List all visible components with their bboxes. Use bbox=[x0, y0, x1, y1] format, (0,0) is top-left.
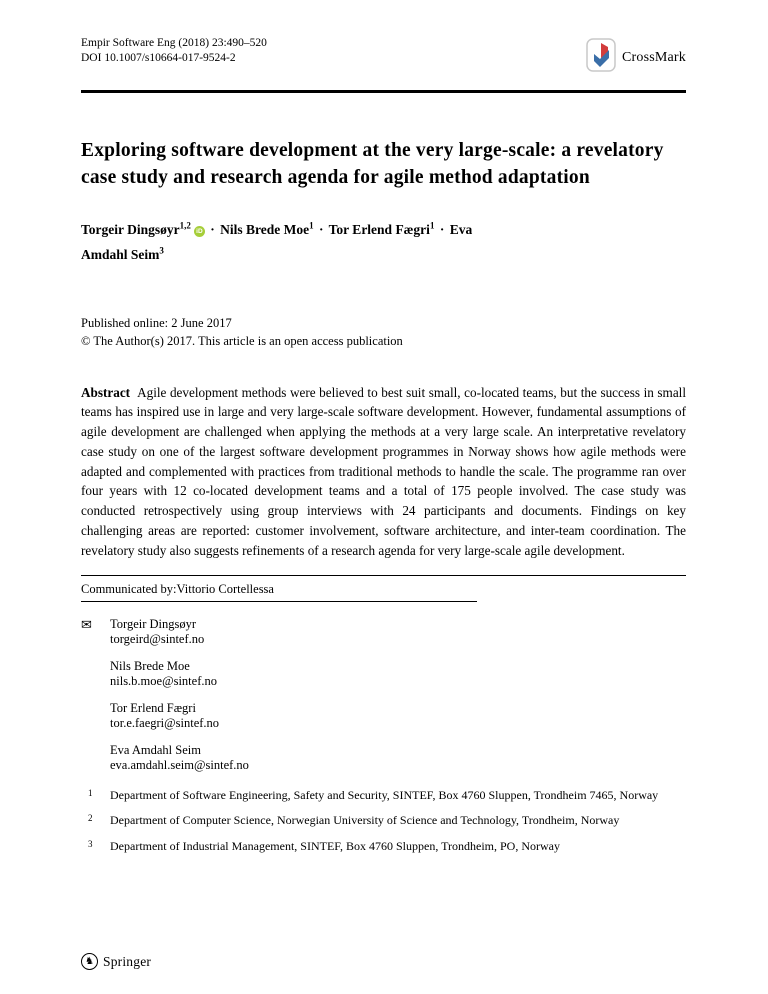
correspondence-entry bbox=[81, 701, 686, 732]
affiliation-text: Department of Software Engineering, Safety and Security, SINTEF, Box 4760 Sluppen, Trondheim 7465, Norway bbox=[110, 787, 659, 802]
published-online: Published online: 2 June 2017 bbox=[81, 315, 232, 330]
affiliation bbox=[81, 839, 686, 855]
crossmark-badge[interactable] bbox=[586, 38, 686, 77]
author-1-affiliation: 1,2 bbox=[179, 220, 191, 231]
doi: DOI 10.1007/s10664-017-9524-2 bbox=[81, 52, 236, 64]
author-separator: · bbox=[319, 222, 324, 237]
author-3: Tor Erlend Fægri$^1$ bbox=[328, 220, 435, 237]
author-3-affiliation: 1 bbox=[429, 220, 435, 231]
journal-meta bbox=[81, 36, 267, 66]
correspondence-name: Torgeir Dingsøyr bbox=[110, 616, 197, 631]
journal-citation: Empir Software Eng (2018) 23:490–520 bbox=[81, 37, 267, 49]
author-4-affiliation: 3 bbox=[159, 245, 164, 255]
page-header bbox=[81, 36, 686, 77]
envelope-icon: ✉ bbox=[81, 616, 92, 632]
affiliation bbox=[81, 788, 686, 804]
affiliation-number: 2 bbox=[88, 813, 93, 824]
publisher-logo bbox=[81, 953, 151, 970]
correspondence-block bbox=[81, 617, 686, 774]
correspondence-entry bbox=[81, 743, 686, 774]
correspondence-name: Tor Erlend Fægri bbox=[110, 700, 196, 715]
abstract-label: Abstract bbox=[81, 384, 131, 400]
communicated-by-rule bbox=[81, 601, 477, 602]
abstract bbox=[81, 383, 686, 561]
correspondence-email[interactable]: eva.amdahl.seim@sintef.no bbox=[110, 758, 249, 773]
correspondence-entry bbox=[81, 617, 686, 648]
correspondence-entry bbox=[81, 659, 686, 690]
affiliation-number: 1 bbox=[88, 787, 93, 798]
author-separator: · bbox=[439, 222, 445, 237]
affiliation-number: 3 bbox=[88, 838, 93, 849]
communicated-by bbox=[81, 575, 686, 602]
springer-horse-icon: ♞ bbox=[81, 953, 98, 970]
correspondence-email[interactable]: nils.b.moe@sintef.no bbox=[110, 674, 217, 689]
crossmark-label: CrossMark bbox=[621, 49, 686, 65]
affiliations-block bbox=[81, 788, 686, 855]
copyright-line: © The Author(s) 2017. This article is an open access publication bbox=[81, 333, 403, 348]
affiliation-text: Department of Industrial Management, SINTEF, Box 4760 Sluppen, Trondheim, PO, Norway bbox=[110, 838, 560, 853]
correspondence-email[interactable]: torgeird@sintef.no bbox=[110, 632, 205, 647]
crossmark-icon bbox=[586, 38, 616, 77]
author-4: Eva Amdahl Seim$^3$ bbox=[81, 222, 473, 262]
correspondence-name: Eva Amdahl Seim bbox=[110, 742, 201, 757]
author-1: Torgeir Dingsøyr$^{1,2}$iD bbox=[81, 222, 205, 237]
author-separator: · bbox=[210, 222, 215, 237]
affiliation-text: Department of Computer Science, Norwegian University of Science and Technology, Trondheim, Norway bbox=[110, 813, 620, 828]
author-2-affiliation: 1 bbox=[309, 220, 314, 231]
orcid-icon[interactable]: iD bbox=[194, 226, 205, 237]
author-2: Nils Brede Moe$^1$ bbox=[220, 220, 314, 237]
communicated-by-text: Communicated by:Vittorio Cortellessa bbox=[81, 581, 274, 596]
paper-title: Exploring software development at the very large-scale: a revelatory case study and research agenda for agile method adaptation bbox=[81, 139, 664, 188]
correspondence-email[interactable]: tor.e.faegri@sintef.no bbox=[110, 716, 220, 731]
publisher-name: Springer bbox=[103, 953, 152, 969]
affiliation bbox=[81, 813, 686, 829]
abstract-text: Agile development methods were believed to best suit small, co-located teams, but the success in small teams has inspired use in large and very large-scale software development. However, fundamental assumptions of agile development are challenged when applying the methods at a very large scale. An interpretative revelatory case study on one of the largest software development programmes in Norway shows how agile methods were adapted and complemented with practices from traditional methods to handle the scale. The programme ran over four years with 12 co-located development teams and a total of 175 people involved. The case study was conducted retrospectively using group interviews with 24 participants and documents. Findings on key challenging areas are reported: customer involvement, software architecture, and inter-team coordination. The revelatory study also suggests refinements of a research agenda for very large-scale agile development. bbox=[81, 384, 686, 558]
author-list bbox=[81, 216, 481, 265]
correspondence-name: Nils Brede Moe bbox=[110, 658, 190, 673]
header-rule bbox=[81, 90, 686, 93]
